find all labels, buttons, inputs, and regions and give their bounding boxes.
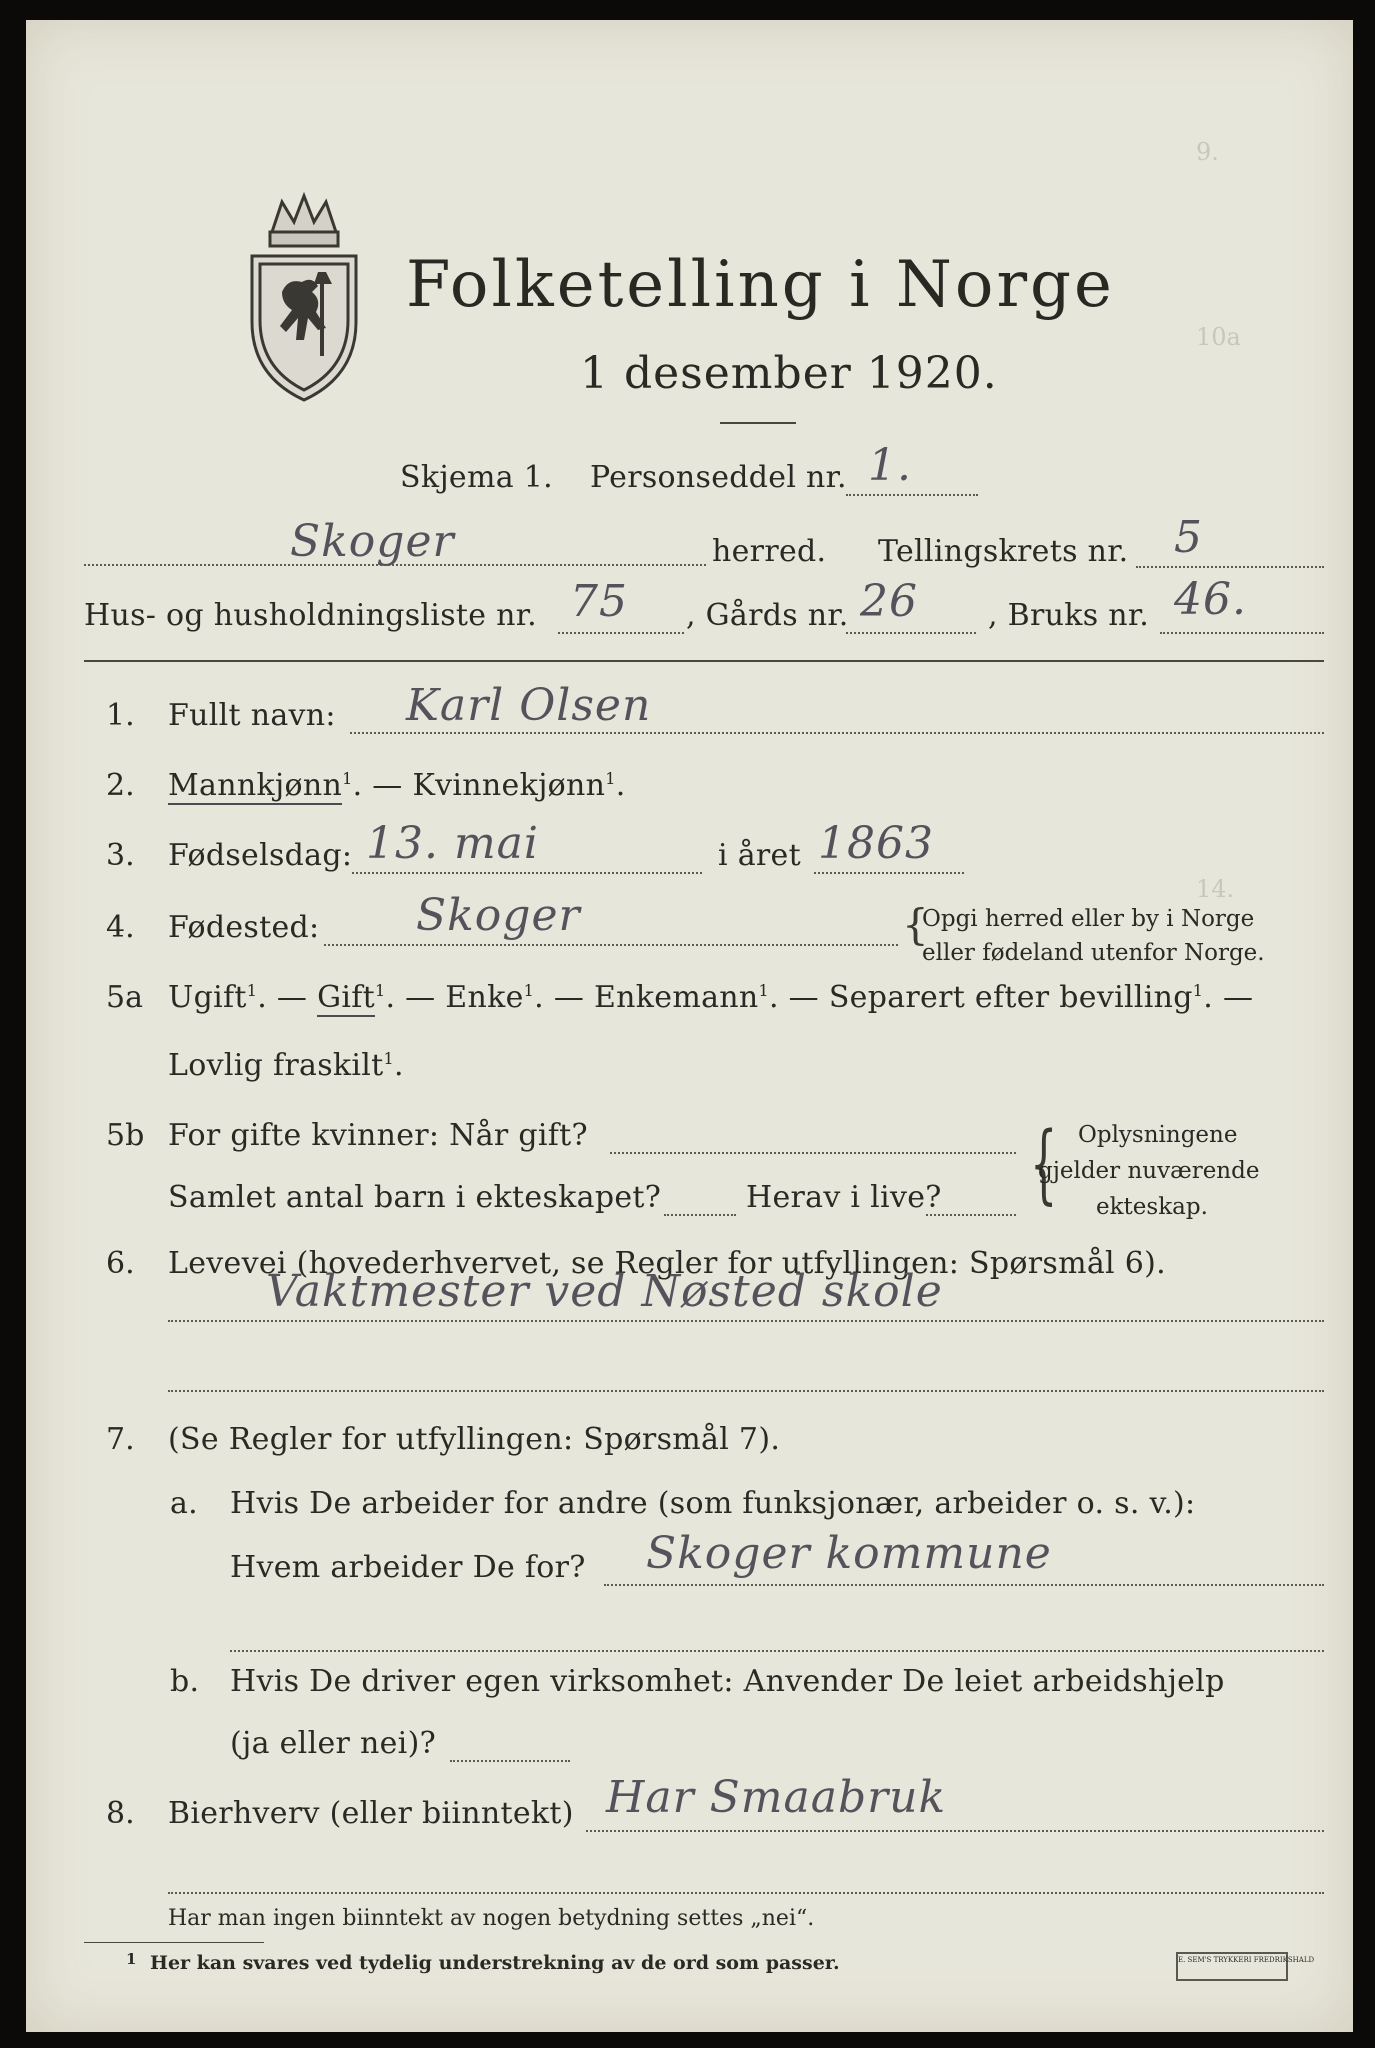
q5a-number: 5a [106,980,143,1015]
birthday-line [352,872,702,874]
q3-label: Fødselsdag: [168,838,353,873]
gards-value: 26 [860,576,918,627]
q5b-note-1: Oplysningene [1078,1122,1238,1148]
alive-line [926,1214,1016,1216]
q7a-letter: a. [170,1486,199,1521]
no-income-note: Har man ingen biinntekt av nogen betydning settes „nei“. [168,1906,815,1931]
bleed-through: 14. [1196,875,1235,903]
q5a-text-cont: Lovlig fraskilt$^1$. [168,1048,404,1083]
full-name-value: Karl Olsen [406,680,652,731]
bleed-through: 9. [1196,138,1219,166]
gards-label: , Gårds nr. [686,598,849,633]
birthplace-value: Skoger [416,890,581,941]
norway-coat-of-arms-icon [242,192,366,406]
q7b-letter: b. [170,1664,200,1699]
q5b-number: 5b [106,1118,145,1153]
enkemann-option: Enkemann [593,980,759,1015]
q1-number: 1. [106,698,135,733]
bruks-label: , Bruks nr. [988,598,1150,633]
female-option: Kvinnekjønn [412,768,606,803]
q5b-label-1: For gifte kvinner: Når gift? [168,1118,588,1153]
q7a-question: Hvem arbeider De for? [230,1550,586,1585]
employer-line [604,1584,1324,1586]
bleed-through: 10a [1196,323,1241,351]
brace: { [902,900,929,949]
q7b-question: (ja eller nei)? [230,1726,436,1761]
occupation-line [168,1320,1324,1322]
schema-label: Skjema 1. [400,460,553,495]
birthplace-line [324,944,898,946]
tellingskrets-line [1136,566,1324,568]
separert-option: Separert efter bevilling [828,980,1193,1015]
personseddel-value: 1. [868,440,912,491]
q5b-note-2: gjelder nuværende [1038,1158,1260,1184]
birthplace-note-2: eller fødeland utenfor Norge. [922,940,1265,966]
occupation-value: Vaktmester ved Nøsted skole [266,1266,943,1317]
tellingskrets-value: 5 [1174,512,1203,563]
year-label: i året [718,838,801,873]
hired-help-line [450,1760,570,1762]
herred-value: Skoger [290,516,455,567]
q8-label: Bierhverv (eller biinntekt) [168,1796,574,1831]
male-option: Mannkjønn [168,768,343,803]
q6-number: 6. [106,1246,135,1281]
bruks-value: 46. [1174,574,1247,625]
q2-number: 2. [106,768,135,803]
header-rule [84,660,1324,662]
children-line [664,1214,736,1216]
side-income-line [586,1830,1324,1832]
q5a-text: Ugift$^1$. — Gift$^1$. — Enke$^1$. — Enkemann$^1$. — Separert efter bevilling$^1$. — [168,980,1254,1015]
q6-label: Levevei (hovederhvervet, se Regler for utfyllingen: Spørsmål 6). [168,1246,1166,1281]
hus-label: Hus- og husholdningsliste nr. [84,598,537,633]
q5b-note-3: ekteskap. [1096,1194,1208,1220]
birthplace-note-1: Opgi herred eller by i Norge [922,906,1255,932]
married-when-line [610,1152,1016,1154]
bruks-line [1160,632,1324,634]
q2-text: Mannkjønn$^1$. — Kvinnekjønn$^1$. [168,768,626,803]
lovlig-fraskilt-option: Lovlig fraskilt [168,1048,384,1083]
q7-label: (Se Regler for utfyllingen: Spørsmål 7). [168,1422,781,1457]
footnote-rule [84,1942,264,1943]
birth-year-value: 1863 [818,818,934,869]
occupation-line-2 [168,1390,1324,1392]
census-date: 1 desember 1920. [580,348,998,399]
footnote-text: Her kan svares ved tydelig understrekning av de ord som passer. [150,1952,840,1974]
title-divider [720,422,796,424]
q7a-label: Hvis De arbeider for andre (som funksjonær, arbeider o. s. v.): [230,1486,1196,1521]
q8-number: 8. [106,1796,135,1831]
gift-option: Gift [317,980,375,1015]
q4-label: Fødested: [168,910,320,945]
hus-value: 75 [570,576,628,627]
hus-line [558,632,684,634]
employer-line-2 [230,1650,1324,1652]
q4-number: 4. [106,910,135,945]
personseddel-line [846,494,978,496]
herred-label: herred. [712,534,827,569]
ugift-option: Ugift [168,980,247,1015]
birthday-value: 13. mai [366,818,539,869]
personseddel-label: Personseddel nr. [590,460,847,495]
census-form [26,20,1353,2032]
q1-label: Fullt navn: [168,698,336,733]
q5b-label-3: Herav i live? [746,1180,942,1215]
side-income-value: Har Smaabruk [606,1772,947,1823]
gards-line [846,632,976,634]
printer-mark: E. SEM'S TRYKKERI FREDRIKSHALD [1176,1952,1288,1981]
enke-option: Enke [445,980,524,1015]
employer-value: Skoger kommune [646,1528,1052,1579]
year-line [814,872,964,874]
brace: { [1030,1114,1058,1214]
tellingskrets-label: Tellingskrets nr. [878,534,1129,569]
side-income-line-2 [168,1892,1324,1894]
q3-number: 3. [106,838,135,873]
q7b-label: Hvis De driver egen virksomhet: Anvender De leiet arbeidshjelp [230,1664,1225,1699]
q5b-label-2: Samlet antal barn i ekteskapet? [168,1180,662,1215]
q7-number: 7. [106,1422,135,1457]
q1-line [350,732,1324,734]
footnote-mark: 1 [126,1950,137,1968]
form-title: Folketelling i Norge [406,248,1115,322]
